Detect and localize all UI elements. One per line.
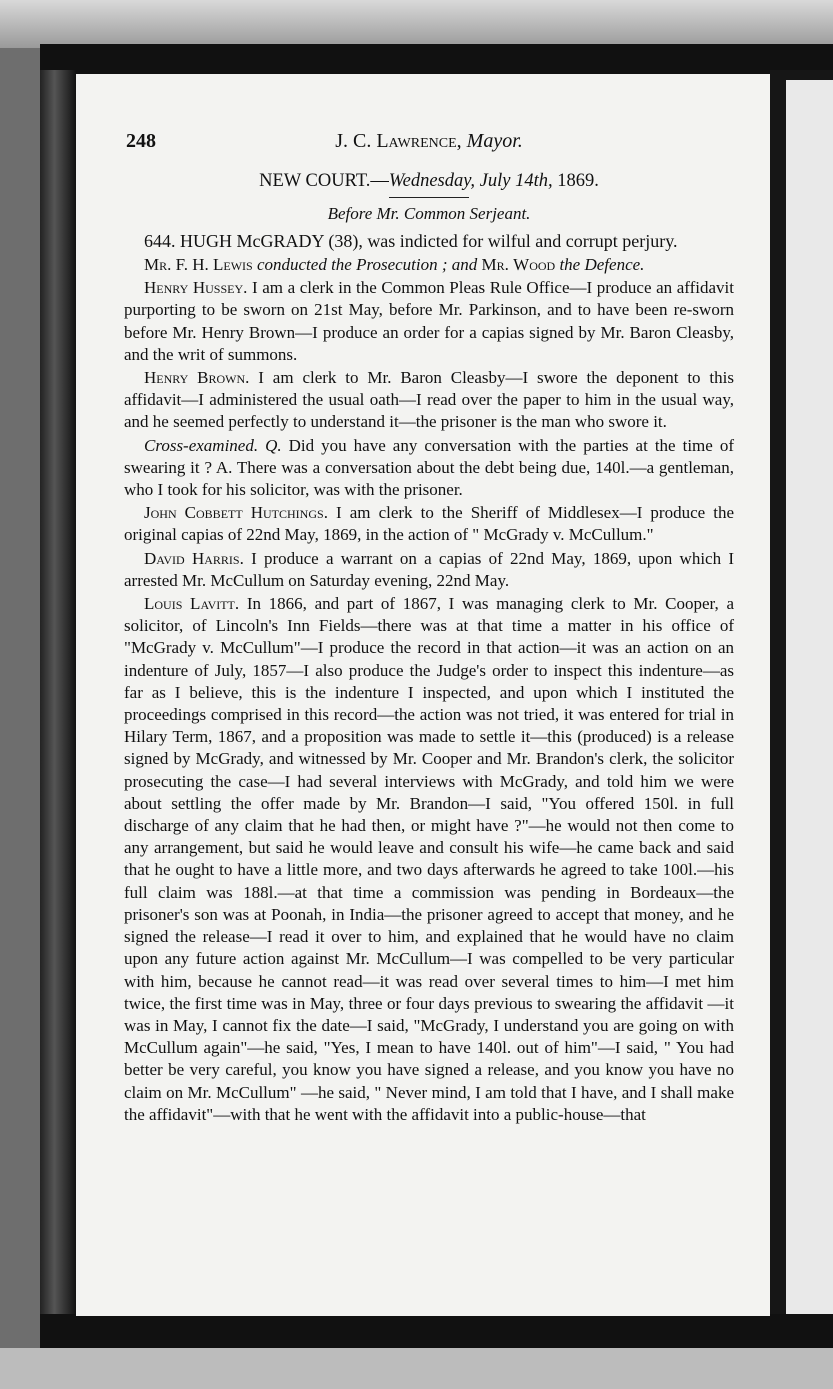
testimony-text: Did you have any conversation with the parties at the time of swearing it ? A. There was a conversation about the debt being due, 140l.—a gentleman, who I took for his solicitor, was with the prisoner. [124, 435, 734, 500]
running-head-pre: J. C. [335, 130, 377, 152]
court-name: NEW COURT.— [259, 171, 389, 191]
counsel-role-2: the Defence. [555, 255, 645, 274]
scan-bottom-margin [0, 1348, 833, 1389]
testimony-text: I am clerk to the Sheriff of Middlesex—I produce the original capias of 22nd May, 1869, in the action of " McGrady v. McCullum." [124, 503, 734, 545]
counsel-line [124, 254, 734, 276]
witness-name: Henry Hussey. [144, 278, 248, 298]
case-heading: 644. HUGH McGRADY (38), was indicted for wilful and corrupt perjury. [144, 231, 678, 251]
scan-top-border [40, 44, 833, 74]
counsel-mr-2: Mr. [481, 255, 509, 274]
testimony-paragraph [124, 548, 734, 592]
witness-name: Henry Brown. [144, 368, 250, 388]
before-judge: Before Mr. Common Serjeant. [327, 204, 531, 223]
counsel-wood: Wood [513, 255, 556, 274]
book-page [76, 74, 770, 1316]
testimony-paragraph [124, 593, 734, 1126]
court-heading [124, 168, 734, 194]
counsel-lewis: Lewis [213, 255, 253, 274]
witness-name: John Cobbett Hutchings. [144, 503, 328, 523]
testimony-text: I am clerk to Mr. Baron Cleasby—I swore the deponent to this affidavit—I administered the usual oath—I read over the paper to him in the usual way, and he seemed perfectly to understand it—the prisoner is the man who swore it. [124, 368, 734, 432]
running-head-name: Lawrence [376, 130, 457, 152]
court-year: 1869. [552, 171, 599, 191]
testimony-text: I produce a warrant on a capias of 22nd May, 1869, upon which I arrested Mr. McCullum on Saturday evening, 22nd May. [124, 548, 734, 590]
witness-name: David Harris. [144, 548, 244, 568]
running-head [124, 130, 734, 153]
scan-bottom-border [40, 1314, 833, 1350]
testimony-paragraph [124, 277, 734, 366]
testimony-text: I am a clerk in the Common Pleas Rule Office—I produce an affidavit purporting to be sworn on 21st May, before Mr. Parkinson, and to have been re-sworn before Mr. Henry Brown—I produce an order for a capias signed by Mr. Baron Cleasby, and the writ of summons. [124, 278, 734, 364]
body-text [124, 230, 734, 1126]
book-spine-edge [40, 70, 76, 1332]
page-number: 248 [126, 130, 156, 152]
testimony-paragraph [124, 502, 734, 546]
cross-examined-label: Cross-examined. Q. [144, 435, 282, 455]
counsel-role-1: conducted the Prosecution ; and [252, 255, 482, 274]
running-head-title: Mayor. [466, 130, 523, 152]
court-date: Wednesday, July 14th, [388, 171, 553, 191]
witness-name: Louis Lavitt. [144, 594, 240, 614]
testimony-paragraph [124, 435, 734, 502]
page-header [124, 130, 734, 160]
counsel-initials: F. H. [171, 255, 213, 274]
running-head-sep: , [456, 130, 467, 152]
facing-page-edge [786, 80, 833, 1320]
scan-top-margin [0, 0, 833, 48]
testimony-text: In 1866, and part of 1867, I was managing clerk to Mr. Cooper, a solicitor, of Lincoln's Inn Fields—there was at that time a matter in his office of "McGrady v. McCullum"—I produce the record in that action—it was an action on an indenture of July, 1857—I also produce the Judge's order to inspect this indenture—as far as I believe, this is the indenture I inspected, and upon which I instituted the proceedings comprised in this record—the action was not tried, it was entered for trial in Hilary Term, 1867, and a proposition was made to settle it—this (produced) is a release signed by McGrady, and witnessed by Mr. Cooper and Mr. Brandon's clerk, the solicitor prosecuting the case—I had several interviews with McGrady, and told him we were about settling the offer made by Mr. Brandon—I said, "You offered 150l. in full discharge of any claim that he had then, or might have ?"—he would not then come to any arrangement, but said he would leave and consult his wife—he came back and said that he ought to have a little more, and two days afterwards he agreed to take 100l.—his full claim was 188l.—at that time a commission was pending in Bordeaux—the prisoner's son was at Poonah, in India—the prisoner agreed to accept that money, and he signed the release—I read it over to him, and explained that he would have no claim upon any future action against Mr. McCullum—I was compelled to be very particular with him, because he cannot read—it was read over several times to him—I met him twice, the first time was in May, three or four days previous to swearing the affidavit —it was in May, I cannot fix the date—I said, "McGrady, I understand you are going on with McCullum again"—he said, "Yes, I mean to have 140l. out of him"—I said, " You had better be very careful, you know you have signed a release, and you know you have no claim on Mr. McCullum" —he said, " Never mind, I am told that I have, and I shall make the affidavit"—with that he went with the affidavit into a public-house—that [124, 594, 734, 1124]
heading-rule [389, 197, 469, 198]
testimony-paragraph [124, 367, 734, 434]
counsel-mr-1: Mr. [144, 255, 172, 274]
